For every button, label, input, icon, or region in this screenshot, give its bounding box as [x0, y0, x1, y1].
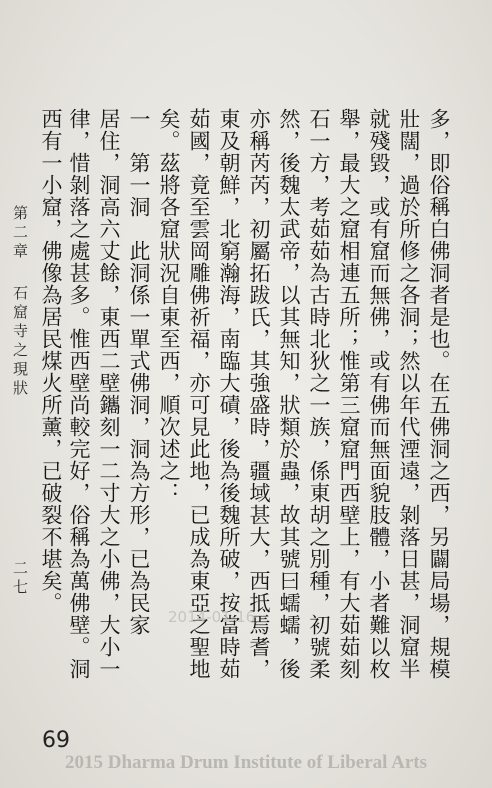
- text-column-2: 壯闊，過於所修之各洞；然以年代湮遠，剝落日甚，洞窟半: [397, 108, 421, 680]
- date-stamp: 2014-01-16: [168, 608, 256, 626]
- text-column-1: 多，即俗稱白佛洞者是也。在五佛洞之西，另闢局場，規模: [427, 108, 451, 680]
- text-column-10: 矣。茲將各窟狀況自東至西，順次述之：: [157, 108, 181, 504]
- running-header-title: 石窟寺之現狀: [11, 285, 29, 399]
- text-column-3: 就殘毀，或有窟而無佛，或有佛而無面貌肢體，小者難以枚: [367, 108, 391, 680]
- text-column-8: 東及朝鮮，北窮瀚海，南臨大磧，後為後魏所破，按當時茹: [217, 108, 241, 680]
- page-number: 69: [42, 728, 70, 753]
- running-header-folio: 二七: [11, 560, 29, 598]
- text-column-14: 西有一小窟，佛像為居民煤火所薰，已破裂不堪矣。: [39, 108, 63, 614]
- text-column-9: 茹國，竟至雲岡雕佛祈福，亦可見此地，已成為東亞之聖地: [187, 108, 211, 680]
- text-column-5: 石一方，考茹茹為古時北狄之一族，係東胡之別種，初號柔: [307, 108, 331, 680]
- text-column-4: 舉，最大之窟相連五所；惟第三窟窟門西壁上，有大茹茹刻: [337, 108, 361, 680]
- section-heading-cave-1: 一 第一洞 此洞係一單式佛洞，洞為方形，已為民家: [127, 108, 151, 636]
- text-column-7: 亦稱芮芮，初屬拓跋氏，其強盛時，疆域甚大，西抵焉耆，: [247, 108, 271, 680]
- text-column-6: 然，後魏太武帝，以其無知，狀類於蟲，故其號曰蠕蠕，後: [277, 108, 301, 680]
- text-column-13: 律，惜剝落之處甚多。惟西壁尚較完好，俗稱為萬佛壁。洞: [67, 108, 91, 680]
- text-column-12: 居住，洞高六丈餘，東西二壁鑴刻一二寸大之小佛，大小一: [97, 108, 121, 680]
- watermark: 2015 Dharma Drum Institute of Liberal Arts: [64, 752, 428, 773]
- running-header-chapter: 第二章: [11, 205, 29, 262]
